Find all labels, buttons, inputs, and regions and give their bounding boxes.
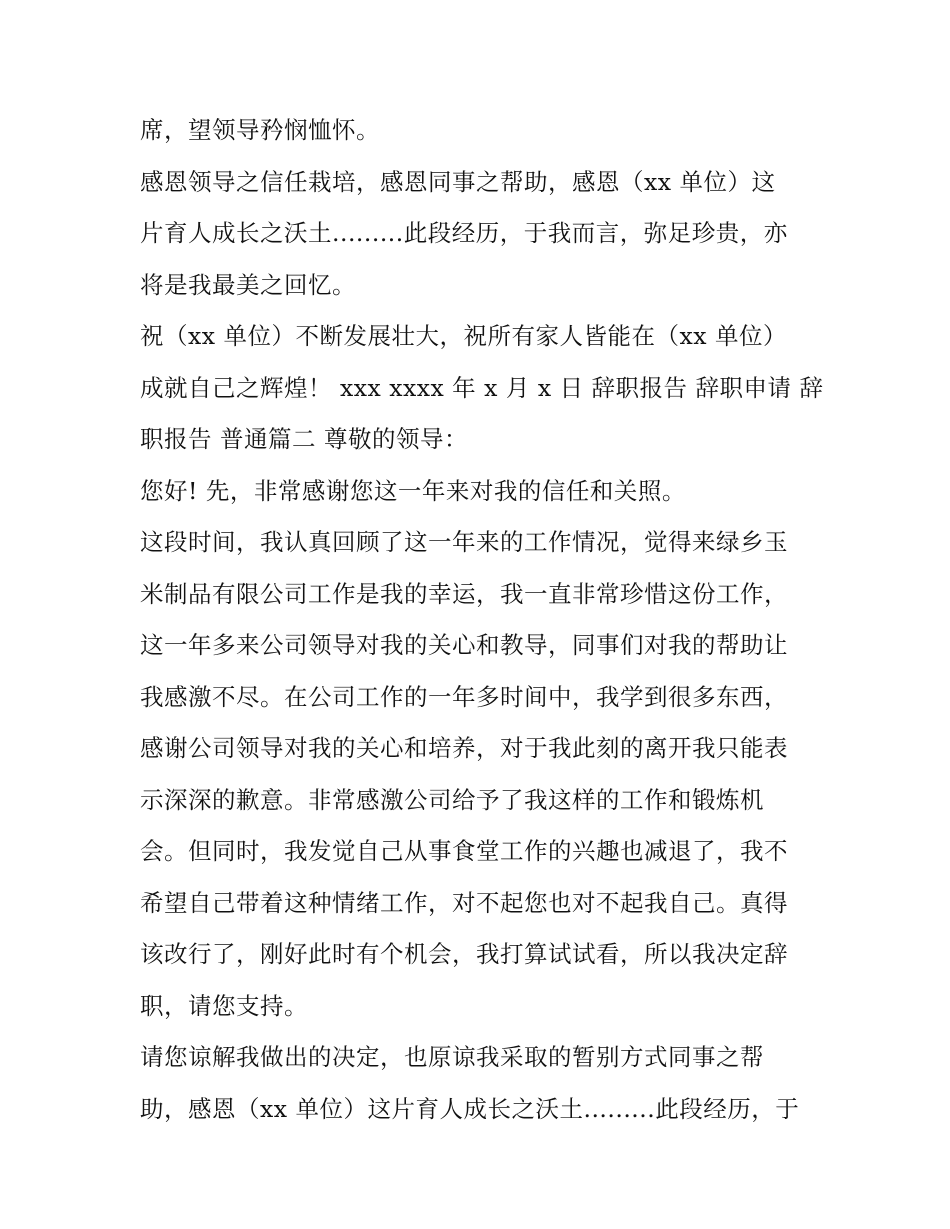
text-line: 该改行了，刚好此时有个机会，我打算试试看，所以我决定辞 <box>140 940 788 968</box>
text-line: 将是我最美之回忆。 <box>140 270 356 299</box>
text-line: 感谢公司领导对我的关心和培养，对于我此刻的离开我只能表 <box>140 734 788 762</box>
text-line: 成就自己之辉煌！ xxx xxxx 年 x 月 x 日 辞职报告 辞职申请 辞 <box>140 373 824 402</box>
text-line: 示深深的歉意。非常感激公司给予了我这样的工作和锻炼机 <box>140 785 764 814</box>
text-line: 米制品有限公司工作是我的幸运，我一直非常珍惜这份工作， <box>140 579 788 608</box>
text-line: 您好! 先，非常感谢您这一年来对我的信任和关照。 <box>140 476 686 505</box>
text-line: 祝（xx 单位）不断发展壮大，祝所有家人皆能在（xx 单位） <box>140 322 787 350</box>
text-line: 职，请您支持。 <box>140 991 308 1020</box>
text-line: 感恩领导之信任栽培，感恩同事之帮助，感恩（xx 单位）这 <box>140 167 776 196</box>
document-body <box>140 105 824 1135</box>
text-line: 这一年多来公司领导对我的关心和教导，同事们对我的帮助让 <box>140 631 788 659</box>
text-line: 片育人成长之沃土.........此段经历，于我而言，弥足珍贵，亦 <box>140 219 788 247</box>
text-line: 席，望领导矜悯恤怀。 <box>140 116 380 144</box>
text-line: 职报告 普通篇二 尊敬的领导： <box>140 425 468 453</box>
text-line: 这段时间，我认真回顾了这一年来的工作情况，觉得来绿乡玉 <box>140 528 788 556</box>
text-line: 我感激不尽。在公司工作的一年多时间中，我学到很多东西， <box>140 682 788 711</box>
text-line: 请您谅解我做出的决定，也原谅我采取的暂别方式同事之帮 <box>140 1043 764 1071</box>
text-line: 希望自己带着这种情绪工作，对不起您也对不起我自己。真得 <box>140 888 788 917</box>
text-line: 会。但同时，我发觉自己从事食堂工作的兴趣也减退了，我不 <box>140 837 788 865</box>
text-line: 助，感恩（xx 单位）这片育人成长之沃土.........此段经历，于 <box>140 1094 800 1123</box>
